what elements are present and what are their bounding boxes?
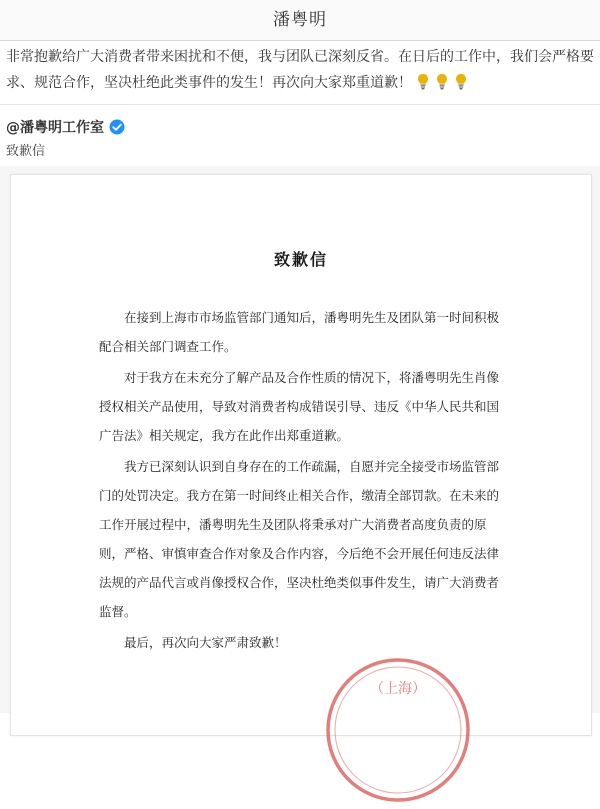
- studio-name-link[interactable]: @潘粤明工作室: [6, 120, 104, 136]
- bulb-icon: [434, 73, 450, 90]
- letter-paragraph: 我方已深刻认识到自身存在的工作疏漏，自愿并完全接受市场监管部门的处罚决定。我方在第一时间终止相关合作，缴清全部罚款。在未来的工作开展过程中，潘粤明先生及团队将秉承对广大消费者高度负责的原则，严格、审慎审查合作对象及合作内容，今后绝不会开展任何违反法律法规的产品代言或肖像授权合作，坚决杜绝类似事件发生，请广大消费者监督。: [99, 459, 500, 619]
- letter-paragraph: 对于我方在未充分了解产品及合作性质的情况下，将潘粤明先生肖像授权相关产品使用，导致对消费者构成错误引导、违反《中华人民共和国广告法》相关规定，我方在此作出郑重道歉。: [99, 370, 500, 443]
- page-title: 潘粤明: [273, 10, 327, 30]
- studio-subtitle: 致歉信: [6, 144, 46, 159]
- letter-paragraph: 在接到上海市市场监管部门通知后，潘粤明先生及团队第一时间积极配合相关部门调查工作。: [99, 310, 500, 354]
- letter-body: [99, 303, 509, 659]
- svg-text:（上海）: （上海）: [370, 681, 426, 697]
- bulb-icon: [415, 73, 431, 90]
- post-content: [6, 44, 596, 96]
- letter-title: 致歉信: [273, 250, 328, 269]
- page-header: [0, 0, 600, 41]
- company-seal: [323, 655, 473, 809]
- post-text: 非常抱歉给广大消费者带来困扰和不便，我与团队已深刻反省。在日后的工作中，我们会严格要求、规范合作，坚决杜绝此类事件的发生！再次向大家郑重道歉！: [6, 49, 594, 91]
- bulb-icon: [453, 73, 469, 90]
- section-divider: [0, 104, 600, 105]
- letter-paper: [10, 174, 592, 736]
- letter-paragraph: 最后，再次向大家严肃致歉！: [124, 635, 287, 650]
- apology-letter-image[interactable]: [0, 166, 600, 713]
- studio-header: [6, 116, 125, 138]
- verified-icon: [109, 119, 125, 135]
